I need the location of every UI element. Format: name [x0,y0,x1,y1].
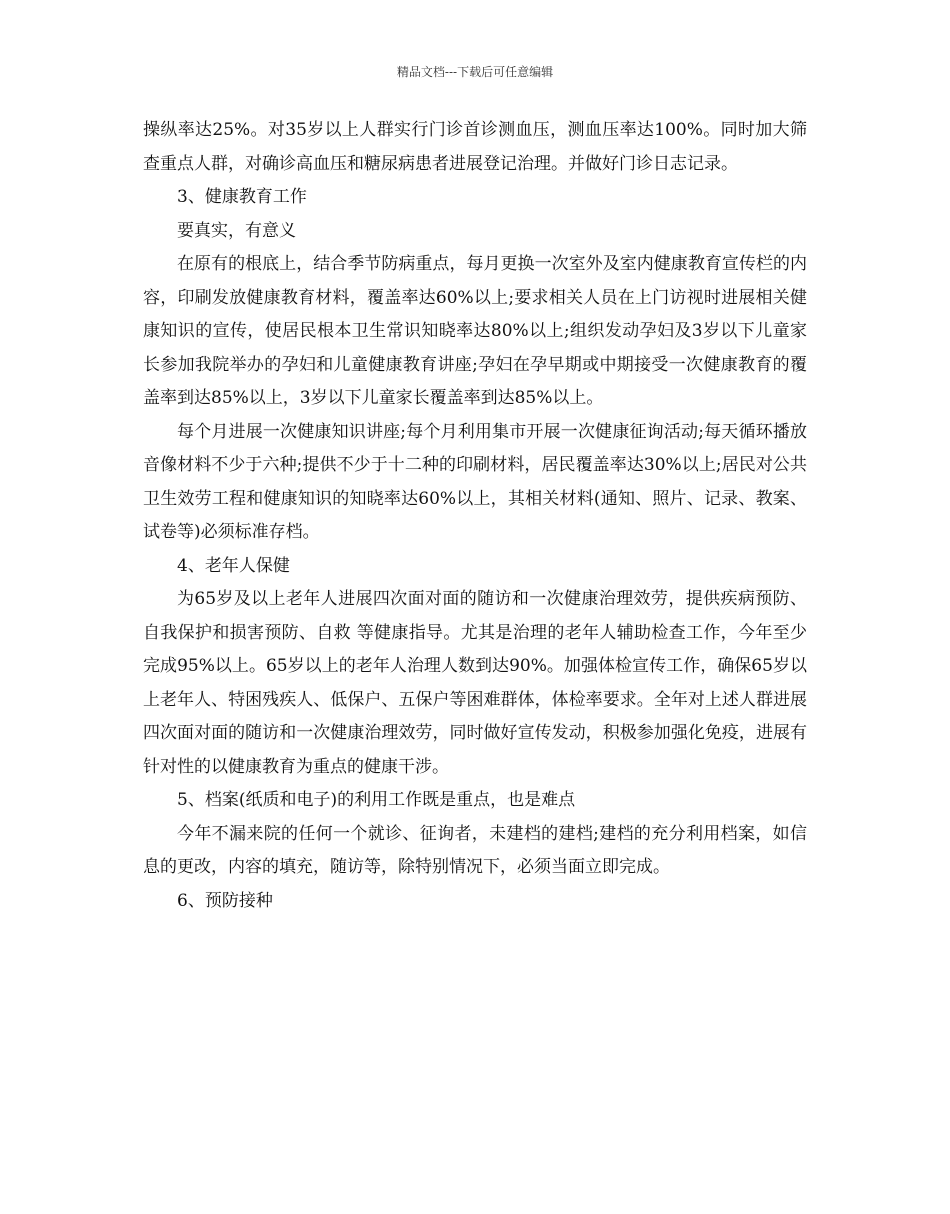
page-header: 精品文档---下载后可任意编辑 [396,65,554,79]
section-heading: 5、档案(纸质和电子)的利用工作既是重点，也是难点 [177,790,576,810]
section-heading: 6、预防接种 [177,890,273,911]
paragraph: 在原有的根底上，结合季节防病重点，每月更换一次室外及室内健康教育宣传栏的内容，印刷发放健康教育材料，覆盖率达60%以上;要求相关人员在上门访视时进展相关健康知识的宣传，使居民根本卫生常识知晓率达80%以上;组织发动孕妇及3岁以下儿童家长参加我院举办的孕妇和儿童健康教育讲座;孕妇在孕早期或中期接受一次健康教育的覆盖率到达85%以上，3岁以下儿童家长覆盖率到达85%以上。 [143,254,807,408]
paragraph: 操纵率达25%。对35岁以上人群实行门诊首诊测血压，测血压率达100%。同时加大筛查重点人群，对确诊高血压和糖尿病患者进展登记治理。并做好门诊日志记录。 [143,120,807,174]
document-body [143,114,807,918]
section-heading: 3、健康教育工作 [177,187,307,207]
paragraph: 每个月进展一次健康知识讲座;每个月利用集市开展一次健康征询活动;每天循环播放音像材料不少于六种;提供不少于十二种的印刷材料，居民覆盖率达30%以上;居民对公共卫生效劳工程和健康知识的知晓率达60%以上，其相关材料(通知、照片、记录、教案、试卷等)必须标准存档。 [143,421,807,542]
paragraph: 为65岁及以上老年人进展四次面对面的随访和一次健康治理效劳，提供疾病预防、自我保护和损害预防、自救 等健康指导。尤其是治理的老年人辅助检查工作，今年至少完成95%以上。65岁以上的老年人治理人数到达90%。加强体检宣传工作，确保65岁以上老年人、特困残疾人、低保户、五保户等困难群体，体检率要求。全年对上述人群进展四次面对面的随访和一次健康治理效劳，同时做好宣传发动，积极参加强化免疫，进展有针对性的以健康教育为重点的健康干涉。 [143,589,807,777]
paragraph: 今年不漏来院的任何一个就诊、征询者，未建档的建档;建档的充分利用档案，如信息的更改，内容的填充，随访等，除特别情况下，必须当面立即完成。 [143,823,807,877]
paragraph: 要真实，有意义 [177,220,296,241]
section-heading: 4、老年人保健 [177,555,290,576]
